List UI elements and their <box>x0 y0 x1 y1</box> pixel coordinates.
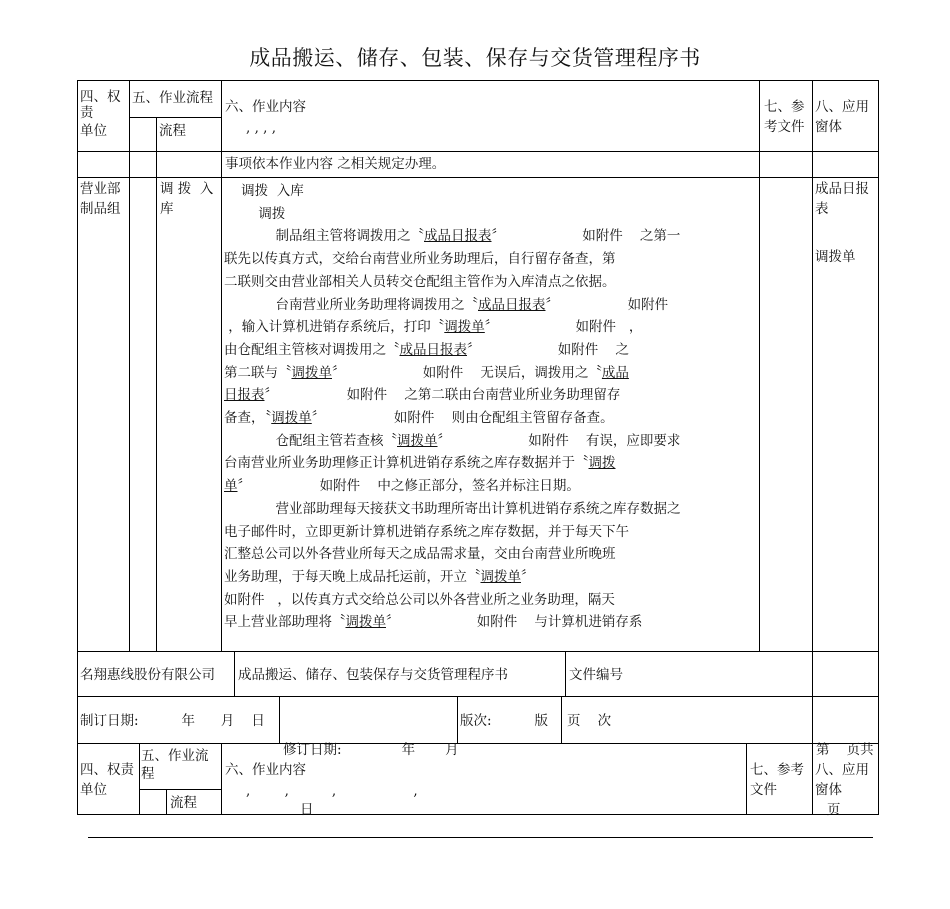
repeat-header-forms: 八、应用 窗体 <box>815 762 869 798</box>
content-text: 〞 如附件 与计算机进销存系 <box>386 614 643 631</box>
content-text: 制品组主管将调拨用之〝 <box>224 228 424 245</box>
document-name: 成品搬运、储存、包装保存与交货管理程序书 <box>238 667 508 683</box>
content-text: 调拨 <box>224 205 286 222</box>
content-line <box>224 339 754 362</box>
form-reference: 调拨单 <box>345 614 386 631</box>
content-text: 如附件 ，以传真方式交给总公司以外各营业所之业务助理，隔天 <box>224 591 615 608</box>
content-line <box>224 294 754 317</box>
repeat-header-work-content-marks: , , , , <box>246 783 418 799</box>
content-line <box>224 521 754 544</box>
header-forms: 八、应用 窗体 <box>815 99 869 135</box>
content-text: 〞 如附件 ， <box>484 319 643 336</box>
header-flow-sub: 流程 <box>159 123 186 139</box>
content-text: 业务助理，于每天晚上成品托运前，开立〝 <box>224 568 481 585</box>
responsible-unit: 营业部 制品组 <box>80 181 121 217</box>
content-text: 〞 <box>521 568 535 585</box>
header-work-content-marks: , , , , <box>246 120 277 136</box>
form-reference: 调拨单 <box>291 364 332 381</box>
form-reference: 调拨单 <box>480 568 521 585</box>
form-reference: 日报表 <box>224 387 265 404</box>
content-line <box>224 407 754 430</box>
content-line <box>224 271 754 294</box>
content-text: 台南营业所业务助理修正计算机进销存系统之库存数据并于〝 <box>224 455 589 472</box>
document-number-label: 文件编号 <box>569 667 623 683</box>
content-line <box>224 430 754 453</box>
content-text: 第二联与〝 <box>224 364 292 381</box>
content-text: 〞 如附件 有误，应即要求 <box>437 432 681 449</box>
document-title: 成品搬运、储存、包装、保存与交货管理程序书 <box>249 46 701 70</box>
content-text: 〞 如附件 之第一 <box>491 228 681 245</box>
content-text: 备查，〝 <box>224 410 272 426</box>
content-text: 由仓配组主管核对调拨用之〝 <box>224 341 400 358</box>
made-date: 制订日期: 年 月 日 <box>80 713 265 729</box>
content-text: 〞 如附件 之第二联由台南营业所业务助理留存 <box>264 387 621 404</box>
content-line <box>224 316 754 339</box>
content-text: 〞 如附件 <box>545 296 669 313</box>
form-reference: 单 <box>224 478 238 495</box>
applied-forms: 成品日报 表 调拨单 <box>815 181 869 265</box>
content-line <box>224 475 754 498</box>
content-text: 〞 如附件 中之修正部分，签名并标注日期。 <box>237 478 580 495</box>
content-line <box>224 180 754 203</box>
content-line <box>224 543 754 566</box>
company-name: 名翔惠线股份有限公司 <box>80 667 215 683</box>
form-reference: 成品日报表 <box>478 296 546 313</box>
content-line <box>224 452 754 475</box>
revised-date: 修订日期: 年 月 日 <box>283 742 459 818</box>
content-text: 〞 如附件 无误后，调拨用之〝 <box>332 364 602 381</box>
content-text: 早上营业部助理将〝 <box>224 614 346 631</box>
page-total: 第 页共 页 <box>816 742 874 818</box>
form-reference: 成品日报表 <box>424 228 492 245</box>
content-text: 二联则交由营业部相关人员转交仓配组主管作为入库清点之依据。 <box>224 273 616 290</box>
form-reference: 调拨单 <box>271 410 312 426</box>
content-text: 〞 如附件 则由仓配组主管留存备查。 <box>311 410 614 426</box>
content-text: 电子邮件时，立即更新计算机进销存系统之库存数据，并于每天下午 <box>224 523 629 540</box>
form-reference: 调拨单 <box>397 432 438 449</box>
content-line <box>224 566 754 589</box>
content-text: 营业部助理每天接获文书助理所寄出计算机进销存系统之库存数据之 <box>224 500 681 517</box>
content-line <box>224 384 754 407</box>
header-work-content: 六、作业内容 <box>225 99 306 115</box>
content-text: 仓配组主管若查核〝 <box>224 432 397 449</box>
flow-step: 调 拨 入 库 <box>160 181 214 217</box>
repeat-header-work-content: 六、作业内容 <box>225 762 306 778</box>
content-text: 〞 如附件 之 <box>467 341 629 358</box>
header-reference-docs: 七、参 考文件 <box>764 99 805 135</box>
header-responsible-unit: 四、权 责 单位 <box>80 89 121 139</box>
content-line <box>224 498 754 521</box>
repeat-header-reference-docs: 七、参考 文件 <box>750 762 804 798</box>
content-line <box>224 362 754 385</box>
content-line <box>224 589 754 612</box>
version: 版次: 版 <box>460 713 548 729</box>
repeat-header-flow-sub: 流程 <box>170 795 197 811</box>
form-reference: 调拨 <box>588 455 616 472</box>
content-text: 汇整总公司以外各营业所每天之成品需求量，交由台南营业所晚班 <box>224 546 616 563</box>
intro-row-text: 事项依本作业内容 之相关规定办理。 <box>225 156 446 172</box>
form-reference: 成品 <box>601 364 629 381</box>
content-text: 台南营业所业务助理将调拨用之〝 <box>224 296 478 313</box>
content-line <box>224 248 754 271</box>
repeat-header-responsible-unit: 四、权责 单位 <box>80 762 134 798</box>
form-reference: 成品日报表 <box>399 341 467 358</box>
content-line <box>224 225 754 248</box>
content-text: ，输入计算机进销存系统后，打印〝 <box>224 319 445 336</box>
content-text: 调拨 入库 <box>224 183 304 199</box>
content-line <box>224 611 754 634</box>
bottom-rule <box>88 837 873 838</box>
content-text: 联先以传真方式，交给台南营业所业务助理后，自行留存备查，第 <box>224 251 616 268</box>
repeat-header-work-flow: 五、作业流 程 <box>141 748 209 782</box>
header-work-flow: 五、作业流程 <box>132 90 213 106</box>
page-number-label: 页 次 <box>567 713 612 729</box>
form-reference: 调拨单 <box>444 319 485 336</box>
content-line <box>224 203 754 226</box>
